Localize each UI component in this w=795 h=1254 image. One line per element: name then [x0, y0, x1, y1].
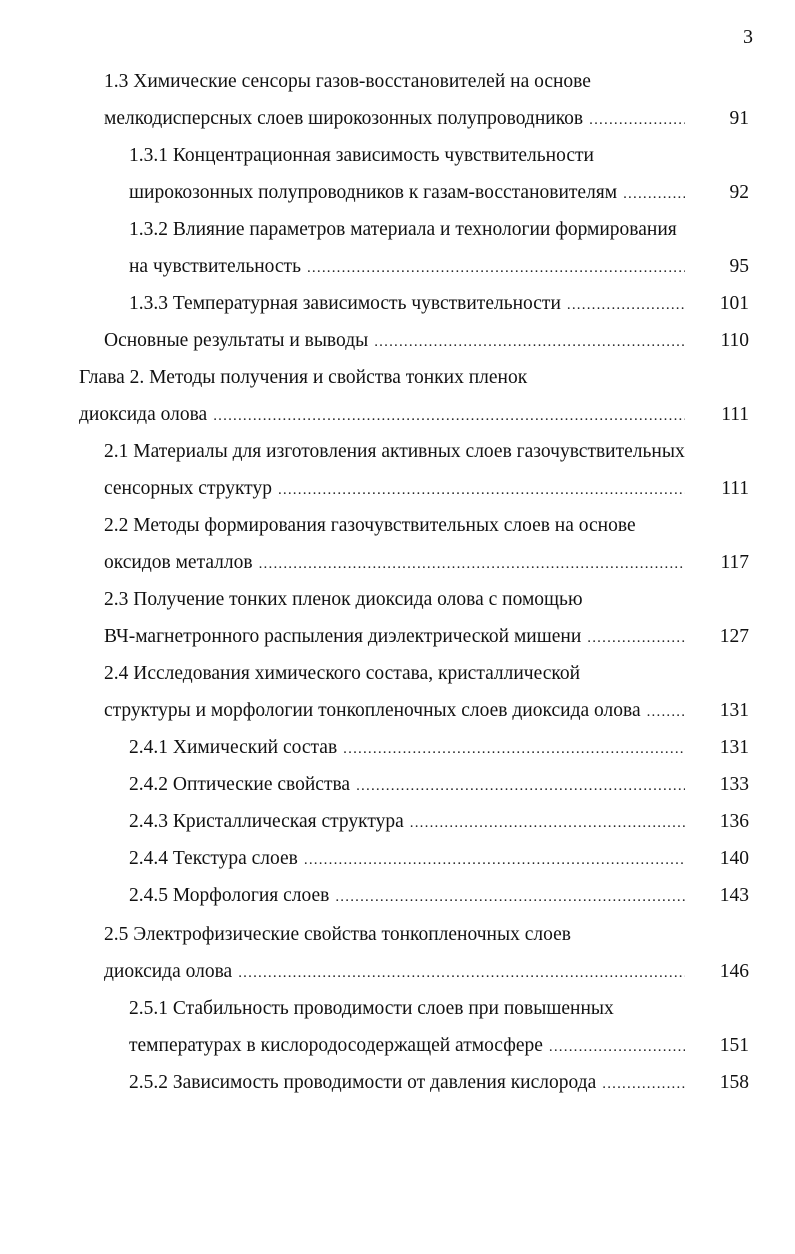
toc-text: температурах в кислородосодержащей атмосфере	[129, 1035, 543, 1056]
toc-page: 111	[721, 478, 749, 499]
dot-leader	[587, 623, 685, 653]
toc-page: 131	[719, 737, 749, 758]
toc-line	[104, 585, 747, 615]
toc-page: 131	[719, 700, 749, 721]
toc-text: мелкодисперсных слоев широкозонных полупроводников	[104, 108, 584, 129]
dot-leader	[549, 1032, 685, 1062]
toc-text: на чувствительность	[129, 256, 301, 277]
toc-line	[129, 141, 747, 171]
toc-text: 2.5.2 Зависимость проводимости от давления кислорода	[129, 1072, 597, 1093]
toc-line	[129, 994, 747, 1024]
toc-page: 133	[719, 774, 749, 795]
toc-line	[129, 252, 795, 282]
toc-line	[104, 622, 795, 652]
toc-text: диоксида олова	[104, 961, 233, 982]
toc-text: Основные результаты и выводы	[104, 330, 369, 351]
dot-leader	[647, 697, 685, 727]
toc-line	[104, 326, 795, 356]
toc-page: 140	[719, 848, 749, 869]
toc-text: 2.4.4 Текстура слоев	[129, 848, 298, 869]
toc-text: 1.3.2 Влияние параметров материала и технологии формирования	[129, 219, 677, 240]
toc-text: 2.5.1 Стабильность проводимости слоев при повышенных	[129, 998, 614, 1019]
toc-line	[129, 215, 747, 245]
toc-text: 2.4.5 Морфология слоев	[129, 885, 330, 906]
toc-line	[104, 104, 795, 134]
toc-text: 2.1 Материалы для изготовления активных слоев газочувствительных	[104, 441, 685, 462]
toc-line	[104, 67, 747, 97]
toc-line	[129, 178, 795, 208]
dot-leader	[602, 1069, 685, 1099]
toc-text: 2.4.1 Химический состав	[129, 737, 338, 758]
toc-page: 158	[719, 1072, 749, 1093]
toc-line	[104, 474, 795, 504]
dot-leader	[278, 475, 685, 505]
toc-line	[79, 400, 795, 430]
toc-line	[129, 1068, 795, 1098]
toc-text: 2.4.2 Оптические свойства	[129, 774, 351, 795]
dot-leader	[304, 845, 685, 875]
toc-page: 110	[720, 330, 749, 351]
toc-line	[104, 696, 795, 726]
dot-leader	[623, 179, 685, 209]
toc-line	[129, 844, 795, 874]
toc-line	[104, 548, 795, 578]
toc-text: диоксида олова	[79, 404, 208, 425]
page-number: 3	[743, 26, 753, 48]
toc-page: 146	[719, 961, 749, 982]
toc-text: ВЧ-магнетронного распыления диэлектрической мишени	[104, 626, 582, 647]
dot-leader	[213, 401, 685, 431]
toc-page: 127	[719, 626, 749, 647]
dot-leader	[259, 549, 685, 579]
toc-page: 151	[719, 1035, 749, 1056]
toc-text: оксидов металлов	[104, 552, 253, 573]
toc-text: 1.3.3 Температурная зависимость чувствительности	[129, 293, 561, 314]
toc-line	[129, 289, 795, 319]
toc-line	[104, 957, 795, 987]
toc-text: 2.2 Методы формирования газочувствительных слоев на основе	[104, 515, 636, 536]
toc-text: 1.3 Химические сенсоры газов-восстановителей на основе	[104, 71, 591, 92]
toc-page: 101	[719, 293, 749, 314]
dot-leader	[307, 253, 685, 283]
dot-leader	[374, 327, 685, 357]
toc-text: 2.3 Получение тонких пленок диоксида олова с помощью	[104, 589, 583, 610]
toc-text: 2.4 Исследования химического состава, кристаллической	[104, 663, 581, 684]
toc-text: Глава 2. Методы получения и свойства тонких пленок	[79, 367, 528, 388]
toc-line	[104, 511, 747, 541]
toc-page: 95	[729, 256, 749, 277]
toc-page: 117	[720, 552, 749, 573]
dot-leader	[343, 734, 685, 764]
toc-line	[104, 437, 747, 467]
toc-line	[129, 807, 795, 837]
toc-page: 136	[719, 811, 749, 832]
toc-text: сенсорных структур	[104, 478, 272, 499]
dot-leader	[589, 105, 685, 135]
toc-page: 111	[721, 404, 749, 425]
toc-page: 91	[729, 108, 749, 129]
dot-leader	[238, 958, 685, 988]
toc-page: 143	[719, 885, 749, 906]
toc-text: структуры и морфологии тонкопленочных слоев диоксида олова	[104, 700, 641, 721]
toc-line	[104, 920, 747, 950]
toc-page: 92	[729, 182, 749, 203]
toc-text: 2.5 Электрофизические свойства тонкопленочных слоев	[104, 924, 571, 945]
dot-leader	[410, 808, 685, 838]
dot-leader	[335, 882, 685, 912]
toc-line	[129, 1031, 795, 1061]
toc-line	[129, 881, 795, 911]
toc-line	[104, 659, 747, 689]
toc-line	[129, 770, 795, 800]
toc-text: 2.4.3 Кристаллическая структура	[129, 811, 404, 832]
toc-text: широкозонных полупроводников к газам-восстановителям	[129, 182, 618, 203]
toc-line	[129, 733, 795, 763]
dot-leader	[567, 290, 685, 320]
toc-text: 1.3.1 Концентрационная зависимость чувствительности	[129, 145, 594, 166]
dot-leader	[356, 771, 685, 801]
toc-line	[79, 363, 747, 393]
